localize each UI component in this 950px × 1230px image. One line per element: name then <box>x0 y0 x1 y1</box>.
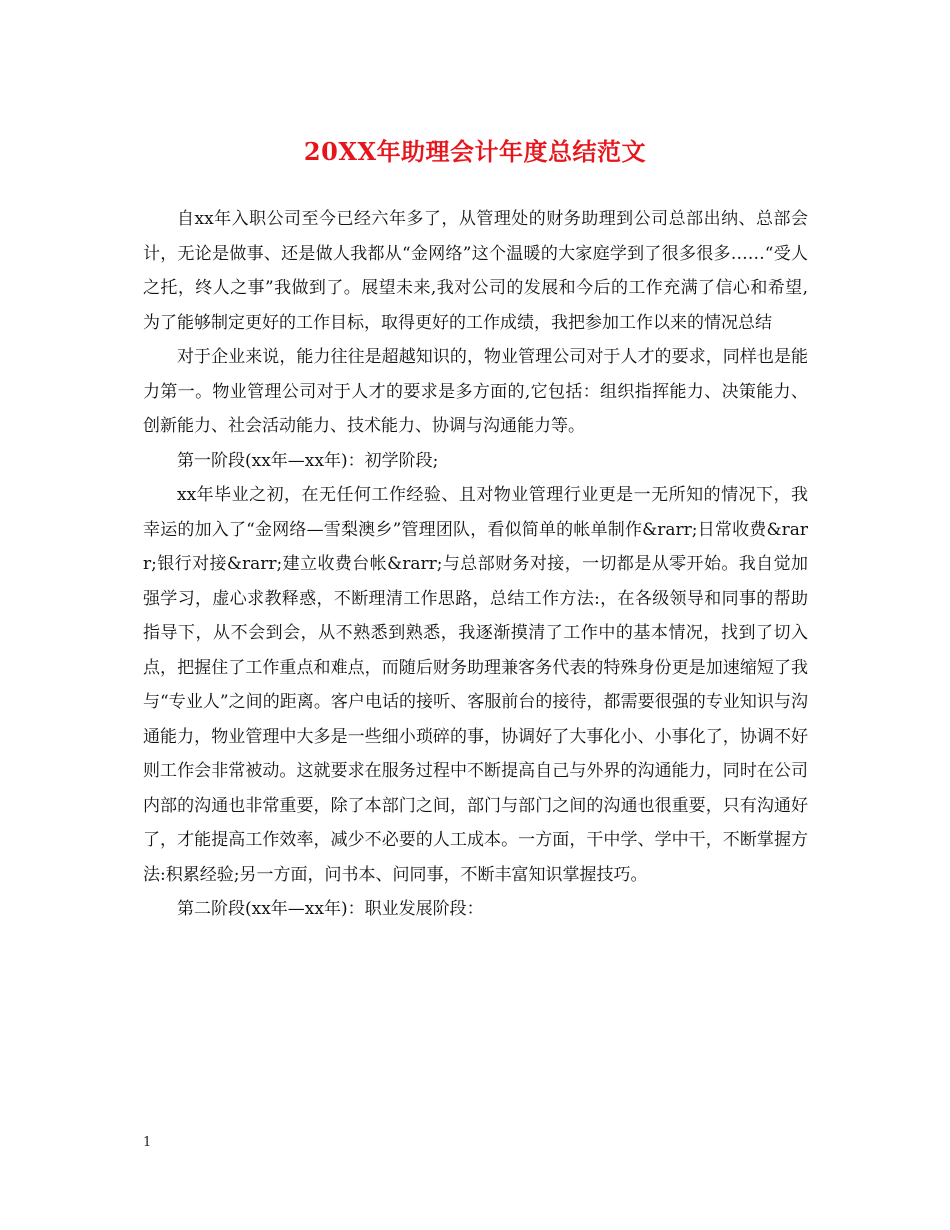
paragraph-stage-two-heading: 第二阶段(xx年—xx年)：职业发展阶段： <box>177 899 484 919</box>
document-title: 20XX年助理会计年度总结范文 <box>303 137 647 166</box>
paragraph-stage-one-body: xx年毕业之初，在无任何工作经验、且对物业管理行业更是一无所知的情况下，我幸运的加入了“金网络—雪梨澳乡”管理团队，看似简单的帐单制作&rarr;日常收费&rarr;银行对接&rarr;建立收费台帐&rarr;与总部财务对接，一切都是从零开始。我自觉加强学习，虚心求教释惑，不断理清工作思路，总结工作方法:，在各级领导和同事的帮助指导下，从不会到会，从不熟悉到熟悉，我逐渐摸清了工作中的基本情况，找到了切入点，把握住了工作重点和难点，而随后财务助理兼客务代表的特殊身份更是加速缩短了我与“专业人”之间的距离。客户电话的接听、客服前台的接待，都需要很强的专业知识与沟通能力，物业管理中大多是一些细小琐碎的事，协调好了大事化小、小事化了，协调不好则工作会非常被动。这就要求在服务过程中不断提高自己与外界的沟通能力，同时在公司内部的沟通也非常重要，除了本部门之间，部门与部门之间的沟通也很重要，只有沟通好了，才能提高工作效率，减少不必要的人工成本。一方面，干中学、学中干，不断掌握方法:积累经验;另一方面，问书本、问同事，不断丰富知识掌握技巧。 <box>143 485 808 885</box>
paragraph-ability: 对于企业来说，能力往往是超越知识的，物业管理公司对于人才的要求，同样也是能力第一。物业管理公司对于人才的要求是多方面的,它包括：组织指挥能力、决策能力、创新能力、社会活动能力、技术能力、协调与沟通能力等。 <box>143 347 808 436</box>
paragraph-intro: 自xx年入职公司至今已经六年多了，从管理处的财务助理到公司总部出纳、总部会计，无论是做事、还是做人我都从“金网络”这个温暖的大家庭学到了很多很多……“受人之托，终人之事”我做到了。展望未来,我对公司的发展和今后的工作充满了信心和希望,为了能够制定更好的工作目标，取得更好的工作成绩，我把参加工作以来的情况总结 <box>143 209 808 333</box>
paragraph-stage-one-heading: 第一阶段(xx年—xx年)：初学阶段; <box>177 450 439 471</box>
document-body <box>143 202 808 927</box>
page-number: 1 <box>143 1135 152 1150</box>
